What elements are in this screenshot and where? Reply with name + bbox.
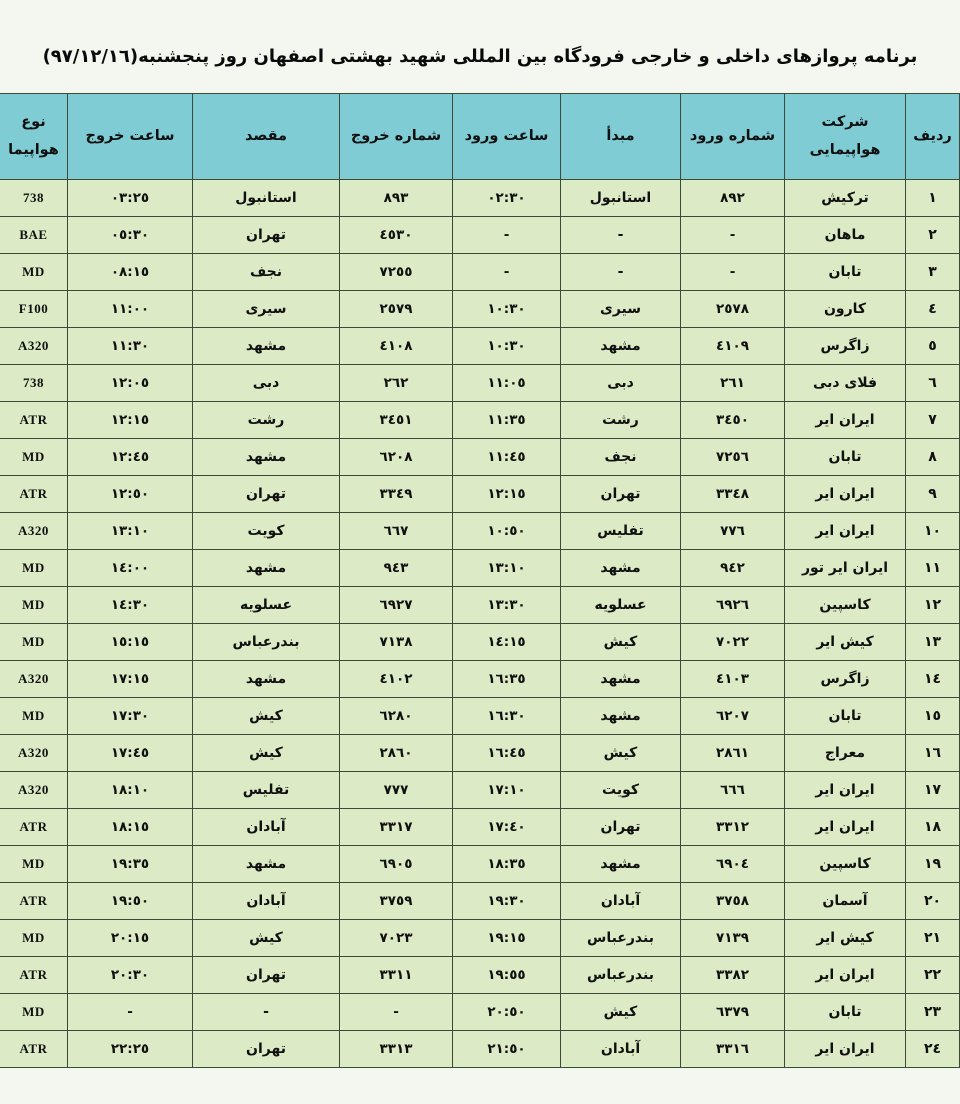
table-cell: ٢٠ xyxy=(906,883,960,920)
table-cell: بندرعباس xyxy=(561,957,681,994)
table-cell: ١٠:٥٠ xyxy=(453,513,561,550)
table-cell: دبی xyxy=(193,365,340,402)
table-cell: کیش xyxy=(561,735,681,772)
table-cell: ١٦ xyxy=(906,735,960,772)
table-cell: ایران ایر xyxy=(785,809,906,846)
table-cell: A320 xyxy=(0,513,68,550)
table-cell: ٣٧٥٩ xyxy=(340,883,453,920)
table-cell: ٣٣١٣ xyxy=(340,1031,453,1068)
table-cell: ٧٢٥٥ xyxy=(340,254,453,291)
table-cell: ١١:٠٥ xyxy=(453,365,561,402)
table-cell: ٦٢٠٨ xyxy=(340,439,453,476)
table-row xyxy=(0,809,960,846)
table-cell: ١١:٤٥ xyxy=(453,439,561,476)
table-row xyxy=(0,735,960,772)
table-cell: کیش xyxy=(561,624,681,661)
table-cell: تهران xyxy=(193,217,340,254)
table-cell: ٢٥٧٨ xyxy=(681,291,785,328)
column-header: نوع هواپیما xyxy=(0,94,68,180)
table-cell: 738 xyxy=(0,180,68,217)
table-cell: - xyxy=(193,994,340,1031)
table-cell: - xyxy=(681,217,785,254)
table-cell: ١٩:٥٠ xyxy=(68,883,193,920)
table-cell: مشهد xyxy=(561,698,681,735)
table-cell: بندرعباس xyxy=(561,920,681,957)
table-cell: ٦٩٢٦ xyxy=(681,587,785,624)
table-cell: ایران ایر xyxy=(785,402,906,439)
table-body xyxy=(0,180,960,1068)
table-row xyxy=(0,402,960,439)
table-row xyxy=(0,291,960,328)
table-cell: ٨٩٢ xyxy=(681,180,785,217)
table-cell: ١٨:١٥ xyxy=(68,809,193,846)
table-cell: تابان xyxy=(785,994,906,1031)
table-cell: ٣٣٤٨ xyxy=(681,476,785,513)
table-cell: کیش ایر xyxy=(785,624,906,661)
table-cell: آسمان xyxy=(785,883,906,920)
table-cell: مشهد xyxy=(193,439,340,476)
table-cell: تفلیس xyxy=(561,513,681,550)
table-cell: ٢٤ xyxy=(906,1031,960,1068)
table-cell: تهران xyxy=(561,476,681,513)
table-cell: ATR xyxy=(0,402,68,439)
table-cell: ١٦:٣٥ xyxy=(453,661,561,698)
table-cell: - xyxy=(681,254,785,291)
table-row xyxy=(0,1031,960,1068)
table-cell: A320 xyxy=(0,328,68,365)
table-cell: ٧١٣٩ xyxy=(681,920,785,957)
table-row xyxy=(0,328,960,365)
table-cell: ١٥:١٥ xyxy=(68,624,193,661)
table-cell: ٦٦٦ xyxy=(681,772,785,809)
table-cell: ١٤:٣٠ xyxy=(68,587,193,624)
table-cell: ١١ xyxy=(906,550,960,587)
column-header: ساعت خروج xyxy=(68,94,193,180)
table-cell: تهران xyxy=(561,809,681,846)
table-cell: ایران ایر xyxy=(785,476,906,513)
table-cell: ATR xyxy=(0,957,68,994)
table-cell: ٦٩٢٧ xyxy=(340,587,453,624)
table-cell: دبی xyxy=(561,365,681,402)
table-header xyxy=(0,94,960,180)
table-cell: استانبول xyxy=(193,180,340,217)
column-header: شماره خروج xyxy=(340,94,453,180)
table-cell: ٧٠٢٢ xyxy=(681,624,785,661)
table-cell: ٣٣١٢ xyxy=(681,809,785,846)
table-cell: ٥ xyxy=(906,328,960,365)
table-cell: ایران ایر xyxy=(785,1031,906,1068)
table-cell: ٧٧٧ xyxy=(340,772,453,809)
table-cell: زاگرس xyxy=(785,661,906,698)
table-cell: ١٨ xyxy=(906,809,960,846)
table-cell: ٣٣٤٩ xyxy=(340,476,453,513)
table-cell: معراج xyxy=(785,735,906,772)
table-cell: ١٢ xyxy=(906,587,960,624)
table-cell: ١٦:٤٥ xyxy=(453,735,561,772)
table-cell: ١٧:١٠ xyxy=(453,772,561,809)
table-row xyxy=(0,254,960,291)
column-header: شماره ورود xyxy=(681,94,785,180)
table-cell: ١٢:٠٥ xyxy=(68,365,193,402)
table-cell: مشهد xyxy=(193,661,340,698)
table-cell: ٦ xyxy=(906,365,960,402)
table-cell: ٤ xyxy=(906,291,960,328)
table-cell: MD xyxy=(0,550,68,587)
column-header: ساعت ورود xyxy=(453,94,561,180)
table-cell: ٠٨:١٥ xyxy=(68,254,193,291)
table-cell: ٨ xyxy=(906,439,960,476)
table-cell: کیش xyxy=(561,994,681,1031)
table-cell: تهران xyxy=(193,1031,340,1068)
table-cell: عسلویه xyxy=(193,587,340,624)
table-cell: MD xyxy=(0,439,68,476)
table-cell: ٣٧٥٨ xyxy=(681,883,785,920)
table-cell: تهران xyxy=(193,957,340,994)
table-cell: ٢٦١ xyxy=(681,365,785,402)
table-cell: ایران ایر xyxy=(785,772,906,809)
table-cell: ٢٠:٣٠ xyxy=(68,957,193,994)
table-cell: ١٧:٤٠ xyxy=(453,809,561,846)
table-cell: مشهد xyxy=(193,846,340,883)
table-cell: ATR xyxy=(0,883,68,920)
table-cell: استانبول xyxy=(561,180,681,217)
table-cell: نجف xyxy=(193,254,340,291)
table-cell: ٦٢٠٧ xyxy=(681,698,785,735)
table-cell: ٣٣١٧ xyxy=(340,809,453,846)
table-cell: MD xyxy=(0,624,68,661)
table-cell: ١٤ xyxy=(906,661,960,698)
table-cell: تهران xyxy=(193,476,340,513)
table-cell: ٨٩٣ xyxy=(340,180,453,217)
table-cell: - xyxy=(340,994,453,1031)
table-cell: تابان xyxy=(785,254,906,291)
table-cell: سیری xyxy=(561,291,681,328)
table-cell: ١٩:٥٥ xyxy=(453,957,561,994)
table-cell: ٦٦٧ xyxy=(340,513,453,550)
table-cell: ATR xyxy=(0,476,68,513)
table-cell: ٣٤٥٠ xyxy=(681,402,785,439)
table-cell: تابان xyxy=(785,698,906,735)
table-cell: تفلیس xyxy=(193,772,340,809)
table-cell: ٧ xyxy=(906,402,960,439)
table-cell: سیری xyxy=(193,291,340,328)
table-cell: ١٦:٣٠ xyxy=(453,698,561,735)
table-cell: کویت xyxy=(193,513,340,550)
table-cell: ١٠ xyxy=(906,513,960,550)
table-cell: ٢٣ xyxy=(906,994,960,1031)
table-cell: ١٢:٤٥ xyxy=(68,439,193,476)
table-row xyxy=(0,365,960,402)
table-cell: ١٤:١٥ xyxy=(453,624,561,661)
table-cell: ٦٣٧٩ xyxy=(681,994,785,1031)
table-cell: MD xyxy=(0,698,68,735)
table-cell: آبادان xyxy=(193,883,340,920)
table-cell: ایران ایر xyxy=(785,513,906,550)
table-cell: ٣٤٥١ xyxy=(340,402,453,439)
table-cell: ١٨:١٠ xyxy=(68,772,193,809)
table-row xyxy=(0,920,960,957)
table-cell: آبادان xyxy=(561,1031,681,1068)
table-row xyxy=(0,439,960,476)
table-cell: ١٠:٣٠ xyxy=(453,328,561,365)
table-cell: ١١:٠٠ xyxy=(68,291,193,328)
table-cell: MD xyxy=(0,254,68,291)
table-cell: ایران ایر xyxy=(785,957,906,994)
table-cell: ٢٠:١٥ xyxy=(68,920,193,957)
table-row xyxy=(0,698,960,735)
table-row xyxy=(0,883,960,920)
table-cell: ٣ xyxy=(906,254,960,291)
table-cell: ١٩:١٥ xyxy=(453,920,561,957)
table-row xyxy=(0,624,960,661)
table-cell: ١٩:٣٥ xyxy=(68,846,193,883)
table-row xyxy=(0,772,960,809)
table-cell: ٧١٣٨ xyxy=(340,624,453,661)
table-cell: آبادان xyxy=(193,809,340,846)
table-cell: ١٤:٠٠ xyxy=(68,550,193,587)
table-cell: ٩٤٢ xyxy=(681,550,785,587)
table-cell: ٢ xyxy=(906,217,960,254)
column-header: مبدأ xyxy=(561,94,681,180)
table-cell: مشهد xyxy=(561,328,681,365)
table-cell: ATR xyxy=(0,1031,68,1068)
table-cell: ١٠:٣٠ xyxy=(453,291,561,328)
table-cell: ٠٥:٣٠ xyxy=(68,217,193,254)
table-cell: ١٧:٣٠ xyxy=(68,698,193,735)
table-cell: ١٢:١٥ xyxy=(68,402,193,439)
table-cell: F100 xyxy=(0,291,68,328)
table-cell: - xyxy=(561,254,681,291)
table-row xyxy=(0,957,960,994)
table-cell: مشهد xyxy=(561,661,681,698)
table-cell: - xyxy=(453,217,561,254)
table-cell: ٠٣:٢٥ xyxy=(68,180,193,217)
table-cell: ٢٢ xyxy=(906,957,960,994)
table-cell: ١٧:١٥ xyxy=(68,661,193,698)
table-cell: ١٣:١٠ xyxy=(453,550,561,587)
header-row xyxy=(0,94,960,180)
table-cell: نجف xyxy=(561,439,681,476)
table-cell: A320 xyxy=(0,735,68,772)
table-cell: ٦٩٠٥ xyxy=(340,846,453,883)
table-row xyxy=(0,217,960,254)
table-cell: ٣٣١١ xyxy=(340,957,453,994)
table-cell: ١٣:١٠ xyxy=(68,513,193,550)
table-cell: ١٢:١٥ xyxy=(453,476,561,513)
table-cell: ٢٨٦١ xyxy=(681,735,785,772)
table-row xyxy=(0,180,960,217)
table-cell: BAE xyxy=(0,217,68,254)
table-cell: ٢٦٢ xyxy=(340,365,453,402)
table-cell: ٧٧٦ xyxy=(681,513,785,550)
table-cell: ٠٢:٣٠ xyxy=(453,180,561,217)
table-cell: ٤٥٣٠ xyxy=(340,217,453,254)
page-title: برنامه پروازهای داخلی و خارجی فرودگاه بین المللی شهید بهشتی اصفهان روز پنجشنبه(٩٧/١٢/١٦) xyxy=(42,46,918,67)
table-cell: MD xyxy=(0,587,68,624)
table-row xyxy=(0,587,960,624)
table-cell: ٣٣٨٢ xyxy=(681,957,785,994)
table-row xyxy=(0,846,960,883)
table-cell: کیش ایر xyxy=(785,920,906,957)
table-cell: ٩ xyxy=(906,476,960,513)
table-cell: کیش xyxy=(193,735,340,772)
table-cell: ٤١٠٣ xyxy=(681,661,785,698)
table-cell: ٢٨٦٠ xyxy=(340,735,453,772)
table-cell: مشهد xyxy=(193,328,340,365)
table-cell: ٣٣١٦ xyxy=(681,1031,785,1068)
table-cell: ایران ایر تور xyxy=(785,550,906,587)
table-cell: ٢١:٥٠ xyxy=(453,1031,561,1068)
table-cell: MD xyxy=(0,846,68,883)
table-cell: ATR xyxy=(0,809,68,846)
table-row xyxy=(0,513,960,550)
table-row xyxy=(0,476,960,513)
table-cell: ٩٤٣ xyxy=(340,550,453,587)
table-cell: بندرعباس xyxy=(193,624,340,661)
table-cell: آبادان xyxy=(561,883,681,920)
table-cell: ١١:٣٠ xyxy=(68,328,193,365)
table-cell: ٦٩٠٤ xyxy=(681,846,785,883)
table-cell: ٤١٠٨ xyxy=(340,328,453,365)
table-cell: ١٣ xyxy=(906,624,960,661)
table-cell: ماهان xyxy=(785,217,906,254)
table-cell: ٤١٠٢ xyxy=(340,661,453,698)
table-cell: مشهد xyxy=(561,550,681,587)
table-cell: کاسپین xyxy=(785,846,906,883)
table-cell: ١٧:٤٥ xyxy=(68,735,193,772)
column-header: شرکت هواپیمایی xyxy=(785,94,906,180)
flight-schedule-table xyxy=(0,93,960,1068)
table-cell: تابان xyxy=(785,439,906,476)
table-cell: ٧٢٥٦ xyxy=(681,439,785,476)
table-cell: ١٥ xyxy=(906,698,960,735)
table-cell: MD xyxy=(0,920,68,957)
table-cell: رشت xyxy=(561,402,681,439)
table-cell: - xyxy=(453,254,561,291)
table-cell: ٧٠٢٣ xyxy=(340,920,453,957)
table-cell: ١٩ xyxy=(906,846,960,883)
table-cell: ١١:٣٥ xyxy=(453,402,561,439)
table-cell: ٦٢٨٠ xyxy=(340,698,453,735)
table-cell: کویت xyxy=(561,772,681,809)
table-cell: فلای دبی xyxy=(785,365,906,402)
table-cell: کاسپین xyxy=(785,587,906,624)
table-row xyxy=(0,661,960,698)
table-cell: 738 xyxy=(0,365,68,402)
table-cell: ٤١٠٩ xyxy=(681,328,785,365)
table-cell: ١٣:٣٠ xyxy=(453,587,561,624)
table-cell: - xyxy=(561,217,681,254)
table-cell: ٢٠:٥٠ xyxy=(453,994,561,1031)
table-cell: ١٧ xyxy=(906,772,960,809)
table-cell: عسلویه xyxy=(561,587,681,624)
table-cell: ١٢:٥٠ xyxy=(68,476,193,513)
table-cell: A320 xyxy=(0,661,68,698)
column-header: مقصد xyxy=(193,94,340,180)
table-cell: زاگرس xyxy=(785,328,906,365)
table-cell: ترکیش xyxy=(785,180,906,217)
table-cell: مشهد xyxy=(193,550,340,587)
table-cell: ٢٥٧٩ xyxy=(340,291,453,328)
table-cell: - xyxy=(68,994,193,1031)
table-cell: ١٩:٣٠ xyxy=(453,883,561,920)
table-cell: رشت xyxy=(193,402,340,439)
table-row xyxy=(0,550,960,587)
table-cell: ٢٢:٢٥ xyxy=(68,1031,193,1068)
table-row xyxy=(0,994,960,1031)
column-header: ردیف xyxy=(906,94,960,180)
table-cell: کیش xyxy=(193,920,340,957)
table-cell: ٢١ xyxy=(906,920,960,957)
table-cell: ١ xyxy=(906,180,960,217)
table-cell: مشهد xyxy=(561,846,681,883)
table-cell: A320 xyxy=(0,772,68,809)
table-cell: MD xyxy=(0,994,68,1031)
table-cell: کارون xyxy=(785,291,906,328)
table-cell: ١٨:٣٥ xyxy=(453,846,561,883)
table-cell: کیش xyxy=(193,698,340,735)
